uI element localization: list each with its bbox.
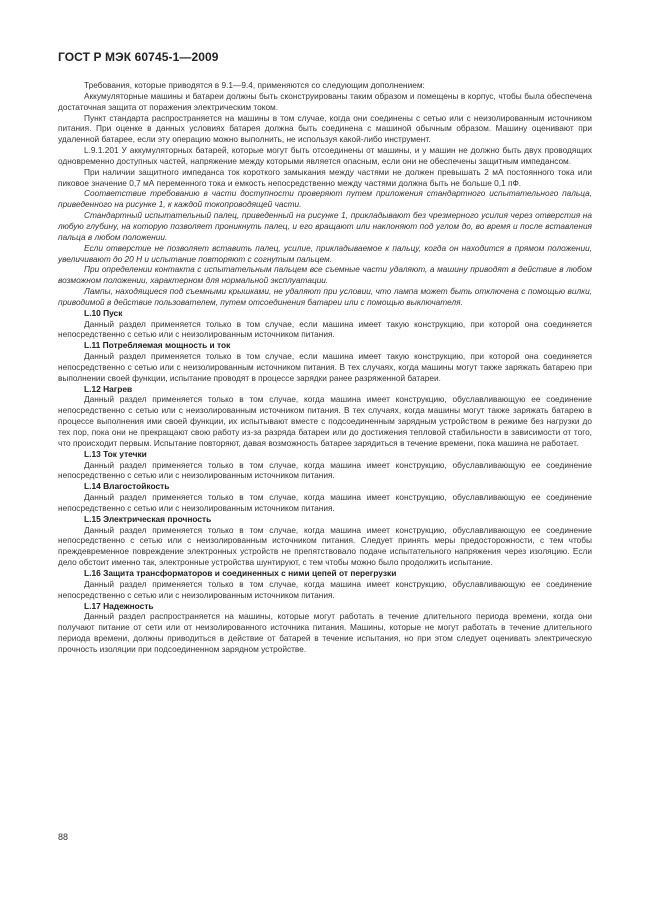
section-heading: L.12 Нагрев [84, 383, 133, 394]
section-heading: L.13 Ток утечки [84, 448, 147, 459]
body-paragraph: Аккумуляторные машины и батареи должны быть сконструированы таким образом и помещены в корпус, чтобы была обеспечена достаточная защита от поражения электрическим током. [58, 90, 592, 112]
document-body [58, 80, 592, 655]
body-paragraph: Данный раздел применяется только в том случае, когда машина имеет конструкцию, обуславливающую ее соединение непосредственно с сетью или с неизолированным источником питания. [58, 459, 592, 481]
body-paragraph: Данный раздел применяется только в том случае, когда машина имеет конструкцию, обуславливающую ее соединение непосредственно с сетью или с неизолированным источником питания. В тех случаях, когда машины могут также заряжать батарею в процессе выполнения ими своей функции, их испытывают вместе с подсоединенным зарядным устройством в режиме без нагрузки до тех пор, пока они не прекращают свою работу из-за разряда батареи или до достижения тепловой стабильности в зависимости от того, что происходит первым. Испытание повторяют, давая возможность батарее зарядиться в течение времени, пока машина не работает. [58, 394, 592, 448]
test-method-paragraph: При определении контакта с испытательным пальцем все съемные части удаляют, а машину приводят в действие в любом возможном положении, характерном для нормальной эксплуатации. [58, 264, 592, 286]
test-method-paragraph: Если отверстие не позволяет вставить палец, усилие, прикладываемое к пальцу, когда он находится в прямом положении, увеличивают до 20 Н и испытание повторяют с согнутым пальцем. [58, 242, 592, 264]
body-paragraph: При наличии защитного импеданса ток короткого замыкания между частями не должен превышать 2 мА постоянного тока или пиковое значение 0,7 мА переменного тока и емкость непосредственно между частями должна быть не больше 0,1 пФ. [58, 166, 592, 188]
section-heading: L.15 Электрическая прочность [84, 513, 212, 524]
section-heading: L.14 Влагостойкость [84, 481, 170, 492]
body-paragraph: Требования, которые приводятся в 9.1—9.4, применяются со следующим дополнением: [84, 80, 425, 90]
test-method-paragraph: Лампы, находящиеся под съемными крышками, не удаляют при условии, что лампа может быть отключена с помощью вилки, приводимой в действие пользователем, путем отсоединения батареи или с помощью выключателя. [58, 286, 592, 307]
section-heading: L.11 Потребляемая мощность и ток [84, 340, 231, 351]
section-heading: L.17 Надежность [84, 600, 154, 611]
body-paragraph: Пункт стандарта распространяется на машины в том случае, когда они соединены с сетью или с неизолированным источником питания. При оценке в данных условиях батарея должна быть соединена с машиной обычным образом. Машину оценивают при удаленной батарее, если эту операцию можно выполнить, не используя какой-либо инструмент. [58, 112, 592, 145]
document-header: ГОСТ Р МЭК 60745-1—2009 [58, 50, 219, 64]
section-heading: L.16 Защита трансформаторов и соединенных с ними цепей от перегрузки [84, 567, 397, 578]
body-paragraph: Данный раздел применяется только в том случае, если машина имеет такую конструкцию, при которой она соединяется непосредственно с сетью или с неизолированным источником питания. В тех случаях, когда машины могут также заряжать батарею при выполнении своей функции, испытание проводят в процессе зарядки ранее разряженной батареи. [58, 351, 592, 383]
test-method-paragraph: Стандартный испытательный палец, приведенный на рисунке 1, прикладывают без чрезмерного усилия через отверстия на любую глубину, на которую позволяет проникнуть палец, и его вращают или наклоняют под углом до, во время и после вставления пальца в любом положении. [58, 210, 592, 242]
body-paragraph: Данный раздел применяется только в том случае, если машина имеет такую конструкцию, при которой она соединяется непосредственно с сетью или с неизолированным источником питания. [58, 318, 592, 340]
section-heading: L.10 Пуск [84, 307, 123, 318]
body-paragraph: L.9.1.201 У аккумуляторных батарей, которые могут быть отсоединены от машины, и у машин не должно быть двух проводящих одновременно доступных частей, напряжение между которыми является опасным, если они не обеспечены защитным импедансом. [58, 145, 592, 166]
body-paragraph: Данный раздел распространяется на машины, которые могут работать в течение длительного периода времени, когда они получают питание от сети или от неизолированного источника питания. Машины, которые не могут работать в течение длительного периода времени, должны приводиться в действие от батарей в течение испытания, но при этом следует оценивать электрическую прочность изоляции при подсоединенном зарядном устройстве. [58, 611, 592, 654]
page-number: 88 [58, 832, 69, 842]
body-paragraph: Данный раздел применяется только в том случае, когда машина имеет конструкцию, обуславливающую ее соединение непосредственно с сетью или с неизолированным источником питания. [58, 578, 592, 600]
body-paragraph: Данный раздел применяется только в том случае, когда машина имеет конструкцию, обуславливающую ее соединение непосредственно с сетью или с неизолированным источником питания. [58, 492, 592, 513]
test-method-paragraph: Соответствие требованию в части доступности проверяют путем приложения стандартного испытательного пальца, приведенного на рисунке 1, к каждой токопроводящей части. [58, 188, 592, 210]
body-paragraph: Данный раздел применяется только в том случае, когда машина имеет конструкцию, обуславливающую ее соединение непосредственно с сетью или с неизолированным источником питания. Следует принять меры предосторожности, с тем чтобы преждевременное повреждение электронных устройств не препятствовало подаче испытательного напряжения через изоляцию. Если дело обстоит именно так, электронные устройства шунтируют, с тем чтобы можно было продолжить испытание. [58, 524, 592, 568]
